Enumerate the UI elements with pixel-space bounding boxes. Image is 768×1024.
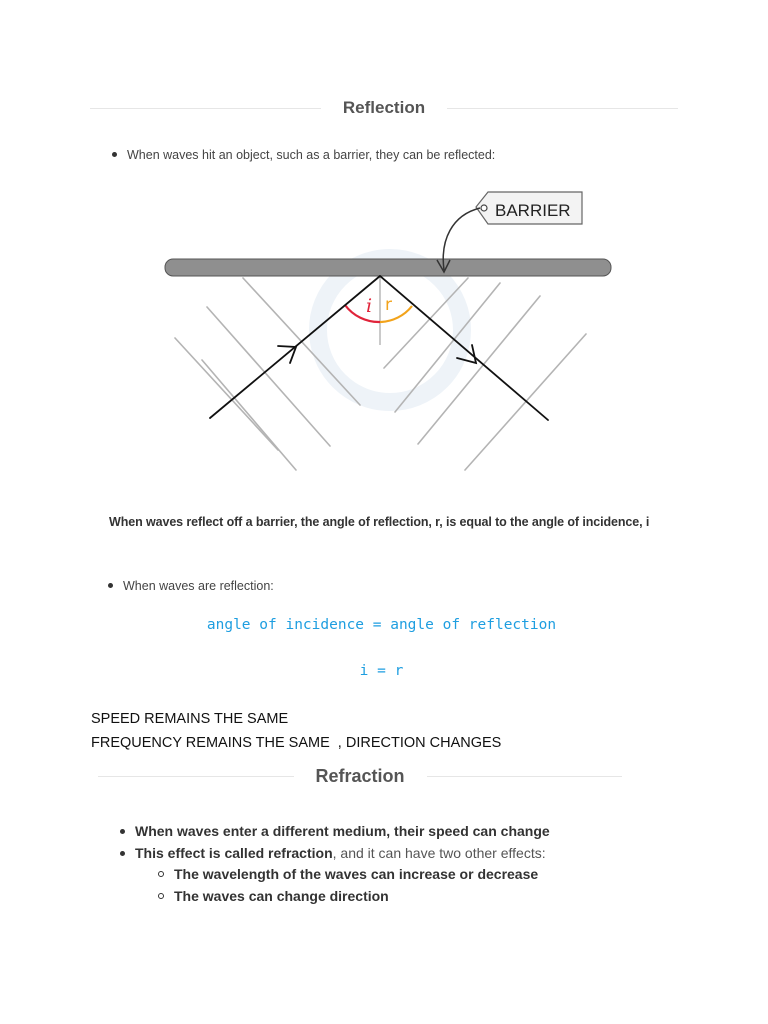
refraction-heading-row	[98, 763, 622, 789]
refraction-bullet-1-text: When waves enter a different medium, their speed can change	[135, 823, 550, 839]
refraction-bullet-2	[120, 845, 546, 861]
reflection-bullet-2-text: When waves are reflection:	[123, 579, 274, 593]
refraction-bullet-2-rest: , and it can have two other effects:	[332, 845, 546, 861]
refraction-heading: Refraction	[315, 765, 405, 786]
refraction-bullet-2-bold: This effect is called refraction	[135, 845, 333, 861]
bullet-icon	[120, 829, 125, 834]
incidence-angle-arc	[345, 305, 380, 322]
refraction-sub-bullet-1-text: The wavelength of the waves can increase or decrease	[174, 866, 539, 882]
incidence-symbol: i	[366, 295, 373, 317]
bullet-icon	[108, 583, 113, 588]
incident-wavefront	[202, 360, 296, 470]
barrier-tag-hole	[481, 205, 487, 211]
reflection-heading: Reflection	[342, 98, 426, 117]
heading-divider-left	[90, 108, 321, 109]
heading-divider-left	[98, 776, 294, 777]
reflection-symbol: r	[385, 295, 392, 315]
sub-bullet-icon	[158, 893, 164, 899]
barrier-label-tag	[476, 192, 582, 224]
heading-divider-right	[427, 776, 623, 777]
reflected-wavefront	[465, 334, 586, 470]
heading-divider-right	[447, 108, 678, 109]
note-line-2: FREQUENCY REMAINS THE SAME , DIRECTION CHANGES	[91, 735, 502, 751]
reflection-intro-bullet	[112, 148, 495, 162]
note-line-1: SPEED REMAINS THE SAME	[91, 711, 289, 727]
refraction-bullet-1	[120, 823, 550, 839]
reflection-diagram	[0, 185, 768, 485]
bullet-icon	[112, 152, 117, 157]
reflection-caption: When waves reflect off a barrier, the angle of reflection, r, is equal to the angle of incidence, i	[109, 515, 650, 529]
sub-bullet-icon	[158, 871, 164, 877]
reflection-intro-text: When waves hit an object, such as a barrier, they can be reflected:	[127, 148, 496, 162]
refraction-sub-bullet-2-text: The waves can change direction	[174, 888, 389, 904]
refraction-sub-bullet-2	[158, 888, 389, 904]
barrier	[165, 259, 611, 276]
reflected-wavefront	[418, 296, 540, 444]
barrier-label: BARRIER	[495, 201, 571, 220]
refraction-sub-bullet-1	[158, 866, 538, 882]
equation-symbols: i = r	[359, 663, 404, 679]
reflection-heading-row	[90, 96, 678, 120]
equation-words: angle of incidence = angle of reflection	[206, 617, 557, 633]
reflection-bullet-2	[108, 579, 274, 593]
incident-wavefront	[175, 338, 278, 450]
watermark-circle	[318, 258, 462, 402]
bullet-icon	[120, 851, 125, 856]
